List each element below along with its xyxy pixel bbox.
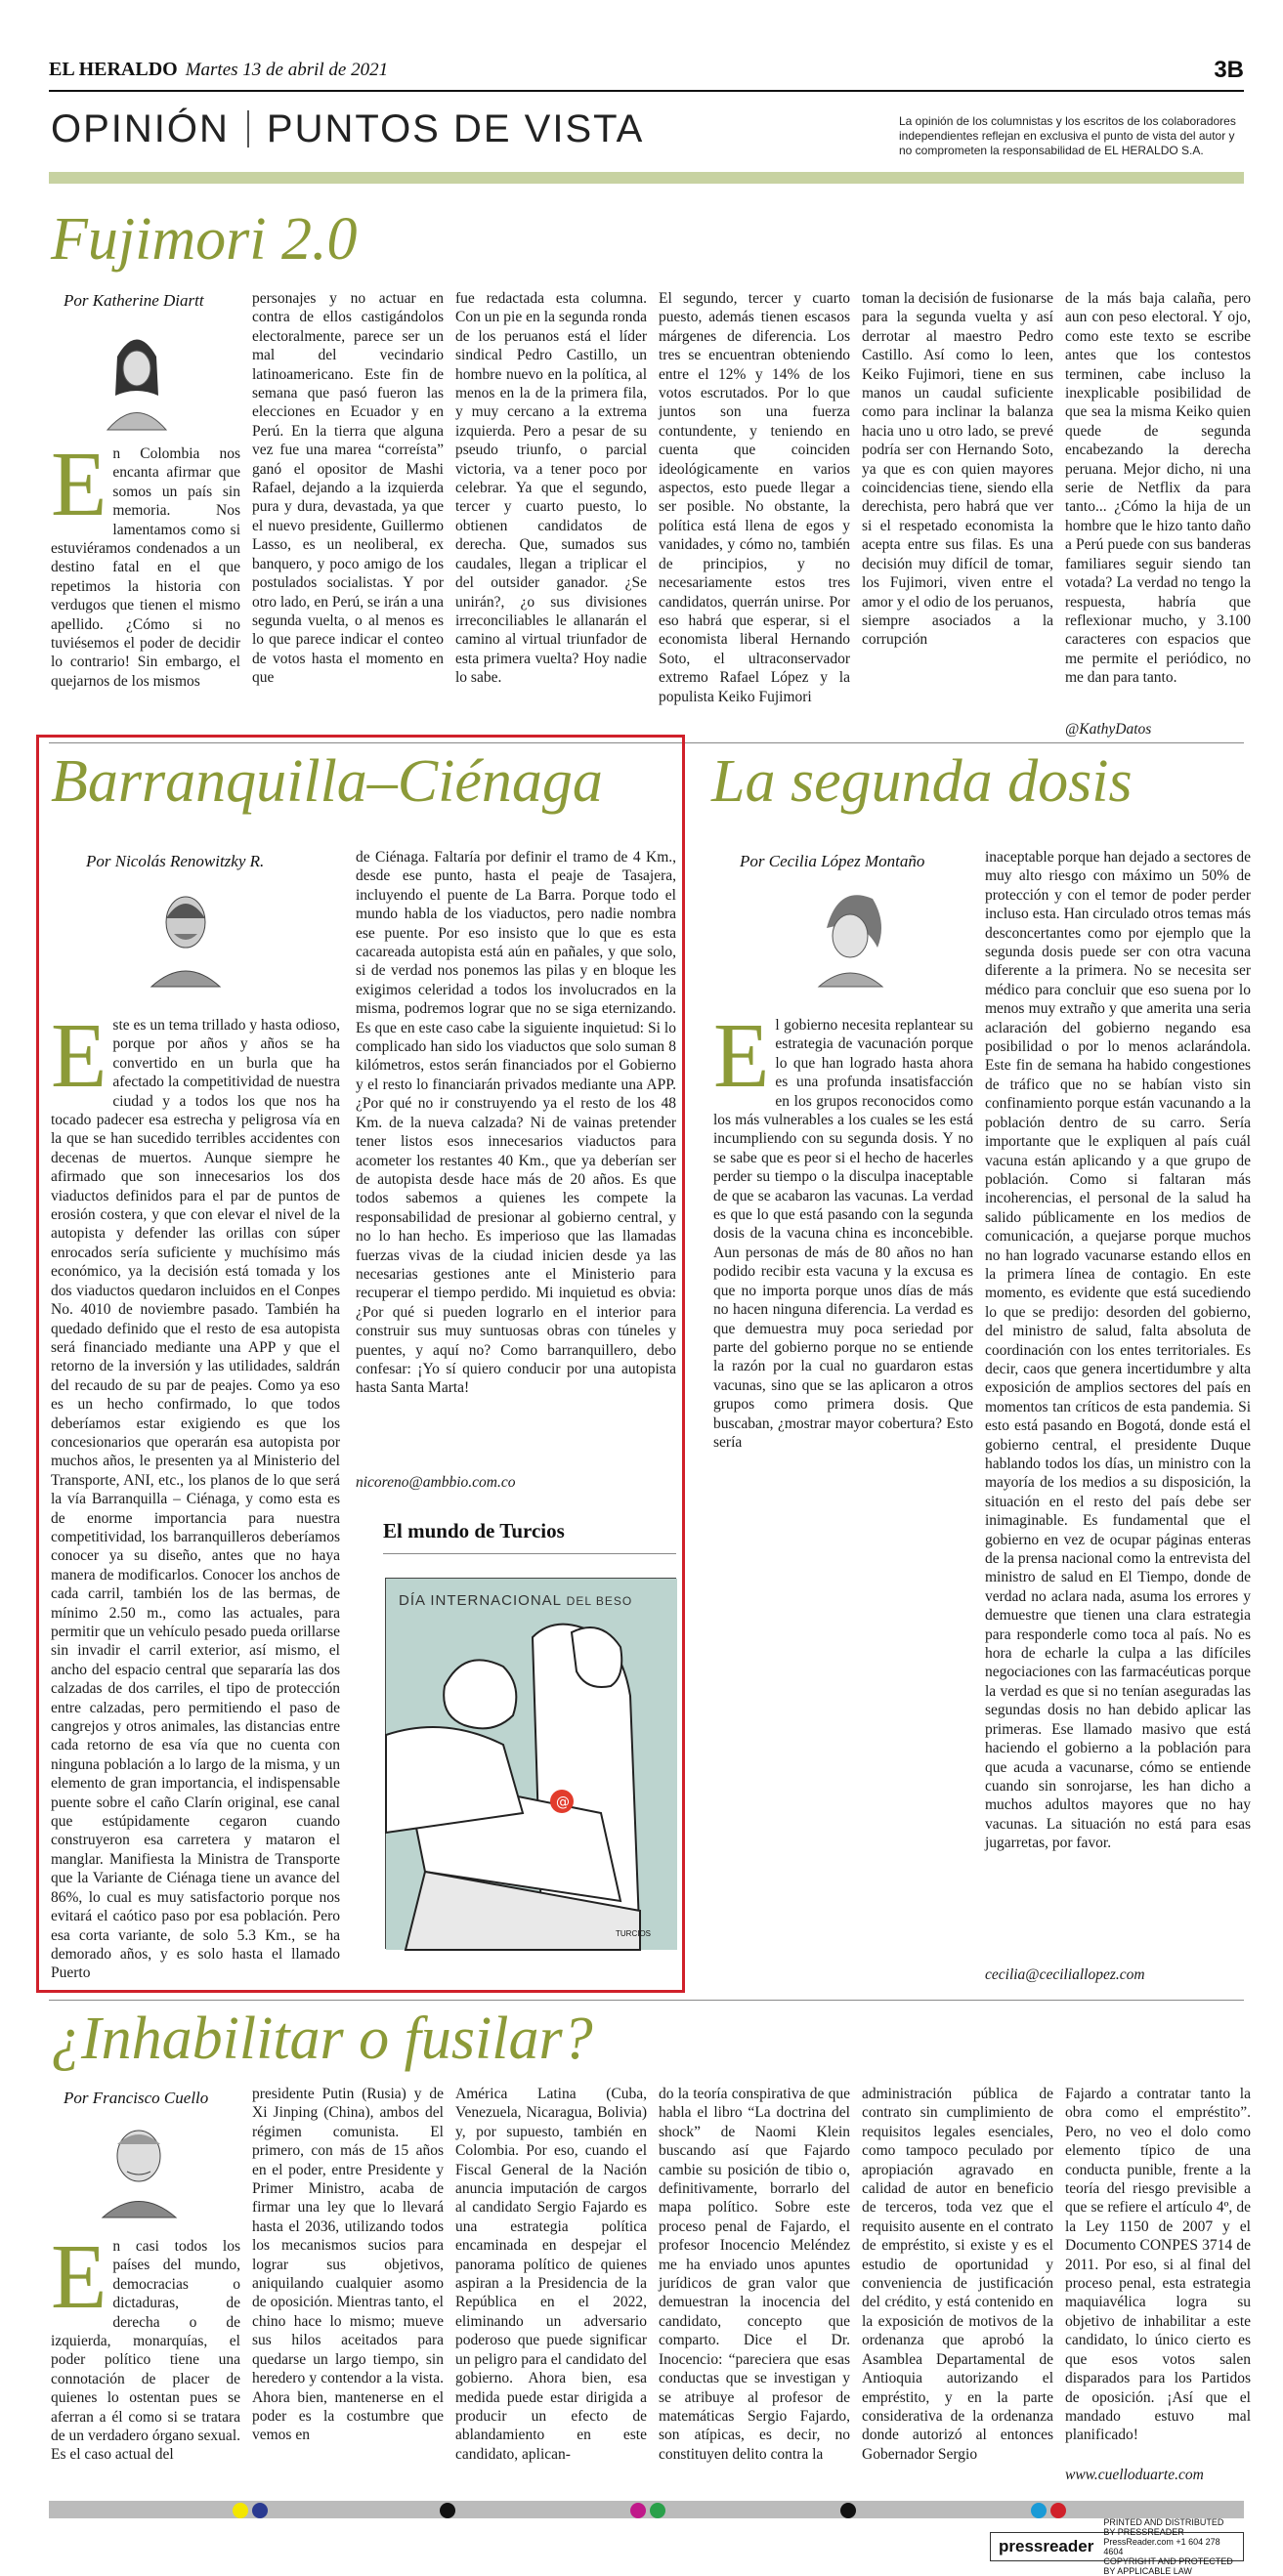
top-rule bbox=[49, 90, 1244, 92]
color-mark-black bbox=[840, 2503, 856, 2518]
section-left: OPINIÓN bbox=[51, 107, 230, 150]
signature-fujimori: @KathyDatos bbox=[1065, 721, 1152, 738]
cartoon-section-title: El mundo de Turcios bbox=[383, 1519, 565, 1542]
fujimori-col-5: toman la decisión de fusionarse para la segunda vuelta y así derrotar al maestro Pedro Castillo. Así como lo leen, Keiko Fujimori, tiene en sus manos un caudal suficiente como para inclinar la balanza hacia uno u otro lado, se prevé podría ser con Hernando Soto, ya que es con quien mayores coincidencias tiene, siendo ella derechista, pero habrá que ver si el respetado economista la acepta entre sus filas. Es una decisión muy difícil de tomar, los Fujimori, viven entre el amor y el odio de los peruanos, siempre asociados a la corrupción bbox=[862, 290, 1053, 649]
author-photo-cuello bbox=[98, 2115, 181, 2217]
article-title-segunda: La segunda dosis bbox=[711, 748, 1133, 815]
section-header bbox=[51, 107, 644, 151]
byline-inhabilitar: Por Francisco Cuello bbox=[64, 2089, 209, 2107]
signature-inhabilitar: www.cuelloduarte.com bbox=[1065, 2467, 1204, 2483]
section-bar bbox=[49, 172, 1244, 184]
fujimori-col-3: fue redactada esta columna. Con un pie en la segunda ronda de los peruanos está el líder sindical Pedro Castillo, un hombre nuevo en la política, al menos en la de la primera fila, y muy cercano a la extrema izquierda. Pero a pesar de su pseudo triunfo, o parcial victoria, va a tener poco por celebrar. Ya que el segundo, tercer y cuarto puesto, lo obtienen candidatos de derecha. Que, sumados sus caudales, llegan a triplicar el del outsider ganador. ¿Se unirán?, ¿o sus divisiones irreconciliables le allanarán el camino al virtual triunfador de esta primera vuelta? Hoy nadie lo sabe. bbox=[455, 290, 647, 687]
divider bbox=[49, 2000, 1244, 2001]
pressreader-info: PRINTED AND DISTRIBUTED BY PRESSREADER PressReader.com +1 604 278 4604 COPYRIGHT AND PROTECTED BY APPLICABLE LAW bbox=[1103, 2517, 1233, 2576]
drop-cap: E bbox=[713, 1005, 770, 1107]
color-mark-green bbox=[650, 2503, 665, 2518]
svg-text:@: @ bbox=[556, 1795, 570, 1810]
color-mark-cyan bbox=[1031, 2503, 1047, 2518]
byline-barranquilla: Por Nicolás Renowitzky R. bbox=[86, 852, 265, 870]
page-number: 3B bbox=[1214, 57, 1244, 83]
drop-cap: E bbox=[51, 2226, 107, 2328]
author-photo-lopez bbox=[809, 879, 892, 987]
inhabilitar-col-2: presidente Putin (Rusia) y de Xi Jinping (China), ambos del régimen comunista. El primero, con más de 15 años en el poder, entre Presidente y Primer Ministro, acaba de firmar una ley que lo llevará hasta el 2036, utilizando todos los mecanismos sucios para lograr sus objetivos, aniquilando cualquier asomo de oposición. Mientras tanto, el chino hace lo mismo; mueve sus hilos aceitados para quedarse un largo tiempo, sin heredero y contendor a la vista. Ahora bien, mantenerse en el poder es la costumbre que vemos en bbox=[252, 2086, 444, 2444]
inhabilitar-col-1: En casi todos los países del mundo, democracias o dictaduras, de derecha o de izquierda, monarquías, el poder político tiene una connotación de placer de quienes lo ostentan pues se aferran a él como si se tratara de un verdadero órgano sexual. Es el caso actual del bbox=[51, 2226, 240, 2464]
pressreader-badge[interactable] bbox=[990, 2517, 1244, 2576]
cartoon-rule bbox=[383, 1553, 676, 1554]
cartoon-drawing bbox=[386, 1579, 677, 1950]
pressreader-logo: pressreader bbox=[999, 2537, 1094, 2555]
color-mark-black bbox=[440, 2503, 455, 2518]
author-photo-renowitzky bbox=[147, 879, 225, 987]
issue-date: Martes 13 de abril de 2021 bbox=[185, 60, 389, 80]
color-mark-yellow bbox=[233, 2503, 248, 2518]
fujimori-col-1: En Colombia nos encanta afirmar que somos un país sin memoria. Nos lamentamos como si estuviéramos condenados a un destino fatal en el que repetimos la historia con verdugos que tienen el mismo apellido. ¿Cómo si no tuviésemos el poder de decidir lo contrario! Sin embargo, el quejarnos de los mismos bbox=[51, 434, 240, 690]
section-divider bbox=[247, 110, 249, 148]
cartoon-caption: DÍA INTERNACIONAL DEL BESO bbox=[399, 1592, 633, 1609]
fujimori-col-6: de la más baja calaña, pero aun con peso electoral. Y ojo, como este texto se escribe antes que los contestos terminen, cabe incluso la inexplicable posibilidad de que sea la misma Keiko quien quede de segunda encabezando la derecha peruana. Mejor dicho, ni una serie de Netflix da para tanto... ¿Cómo la hija de un hombre que le hizo tanto daño a Perú puede con sus banderas familiares seguir siendo tan votada? La verdad no tengo la respuesta, habría que reflexionar mucho, y 3.100 caracteres con espacios que me permite el periódico, no me dan para tanto. bbox=[1065, 290, 1251, 687]
cartoon-image bbox=[385, 1578, 676, 1949]
article-title-inhabilitar: ¿Inhabilitar o fusilar? bbox=[51, 2006, 593, 2072]
author-photo-diartt bbox=[98, 317, 176, 430]
paper-name: EL HERALDO bbox=[49, 59, 178, 80]
article-title-fujimori: Fujimori 2.0 bbox=[51, 206, 358, 273]
signature-segunda: cecilia@ceciliallopez.com bbox=[985, 1966, 1145, 1983]
inhabilitar-col-5: administración pública de contrato sin cumplimiento de requisitos legales esenciales, como tampoco peculado por apropiación agravado en calidad de autor en beneficio de terceros, toda vez que el requisito ausente en el contrato de empréstito, si existe y es el estudio de oportunidad y conveniencia de justificación del crédito, y está contenido en la exposición de motivos de la ordenanza que aprobó la Asamblea Departamental de Antioquia autorizando el empréstito, y en la parte considerativa de la ordenanza donde autorizó al entonces Gobernador Sergio bbox=[862, 2086, 1053, 2463]
color-mark-blue bbox=[252, 2503, 268, 2518]
fujimori-col-4: El segundo, tercer y cuarto puesto, además tienen escasos márgenes de diferencia. Los tres se encuentran obteniendo entre el 12% y 14% de los votos escrutados. Por lo que juntos son una fuerza contundente, y teniendo en cuenta que coinciden ideológicamente en varios aspectos, esto puede llegar a ser posible. No obstante, la política está llena de egos y vanidades, y cómo no, también de principios, y no necesariamente estos tres candidatos, querrán unirse. Por eso habrá que esperar, si el economista liberal Hernando Soto, el ultraconservador extremo Rafael López y la populista Keiko Fujimori bbox=[659, 290, 850, 705]
masthead bbox=[49, 59, 388, 81]
section-right: PUNTOS DE VISTA bbox=[266, 107, 645, 150]
drop-cap: E bbox=[51, 434, 107, 535]
segunda-col-2: inaceptable porque han dejado a sectores de muy alto riesgo con máximo un 50% de protección y con el temor de poder perder incluso esta. Han circulado otros temas más desconcertantes como por ejemplo que la segunda dosis puede ser con otra vacuna diferente a la primera. No se necesita ser médico para concluir que eso suena por lo menos muy extraño y que amerita una seria aclaración del gobierno negando esa posibilidad o por lo menos aclarándola. Este fin de semana ha habido congestiones de tráfico que no se habían visto sin confinamiento porque están vacunando a la población dentro de su carro. Sería importante que le expliquen al país cuál vacuna están aplicando y a que grupo de población. Como si faltaran más incoherencias, el personal de la salud ha salido públicamente en los medios de comunicación, a quejarse porque muchos no han logrado vacunarse estando ellos en la primera línea de contagio. En este momento, es evidente que está sucediendo lo que se predijo: desorden del gobierno, del ministro de salud, falta absoluta de coordinación con los entes territoriales. Es decir, caos que genera incertidumbre y alta exposición de amplios sectores del país en momentos tan críticos de esta pandemia. Si esto está pasando en Bogotá, donde está el gobierno central, el presidente Duque hablando todos los días, un ministro con la mayoría de los medios a su disposición, la situación en el resto del país debe ser inimaginable. Es fundamental que el gobierno en vez de ocupar páginas enteras de la prensa nacional como la entrevista del ministro de salud en El Tiempo, donde de verdad no aclara nada, asuma los errores y demuestre que tienen una clara estrategia para responderle como toca al país. No es hora de echarle la culpa a las difíciles negociaciones con las farmacéuticas porque la verdad es que si no tenían aseguradas las segundas dosis no han debido aplicar las primeras. Ese llamado masivo que está haciendo el gobierno a la población para que acuda a vacunarse, cómo se entiende cuando sin sonrojarse, les han dicho a muchos adultos mayores que no hay vacunas. La situación no está para esas jugarretas, por favor. bbox=[985, 849, 1251, 1852]
color-mark-magenta bbox=[630, 2503, 646, 2518]
drop-cap: E bbox=[51, 1005, 107, 1107]
disclaimer: La opinión de los columnistas y los escritos de los colaboradores independientes reflejan en exclusiva el punto de vista del autor y no comprometen la responsabilidad de EL HERALDO S.A. bbox=[899, 114, 1236, 157]
inhabilitar-col-4: do la teoría conspirativa de que habla el libro “La doctrina del shock” de Naomi Klein buscando así que Fajardo cambie su posición de tibio o, definitivamente, borrarlo del mapa político. Sobre este proceso penal de Fajardo, el profesor Inocencio Meléndez me ha enviado unos apuntes jurídicos de gran valor que demuestran la inocencia del candidato, concepto que comparto. Dice el Dr. Inocencio: “pareciera que esas conductas que se investigan y se atribuye al profesor de matemáticas Sergio Fajardo, son atípicas, es decir, no constituyen delito contra la bbox=[659, 2086, 850, 2463]
byline-fujimori: Por Katherine Diartt bbox=[64, 291, 204, 310]
inhabilitar-col-3: América Latina (Cuba, Venezuela, Nicaragua, Bolivia) y, por supuesto, también en Colombia. Por eso, cuando el Fiscal General de la Nación anuncia imputación de cargos al candidato Sergio Fajardo es una estrategia política encaminada en despejar el panorama político de quienes aspiran a la Presidencia de la República en el 2022, eliminando un adversario poderoso que puede significar un peligro para el candidato del gobierno. Ahora bien, esa medida puede estar dirigida a producir un efecto de ablandamiento en este candidato, aplican- bbox=[455, 2086, 647, 2463]
inhabilitar-col-6: Fajardo a contratar tanto la obra como el empréstito”. Pero, no veo el dolo como elemento típico de una conducta punible, frente a la teoría del riesgo previsible a que se refiere el artículo 4º, de la Ley 1150 de 2007 y el Documento CONPES 3714 de 2011. Por eso, si al final del proceso penal, esta estrategia maquiavélica logra su objetivo de inhabilitar a este candidato, lo único cierto es que esos votos salen disparados para los Partidos de oposición. ¡Así que el mandado estuvo mal planificado! bbox=[1065, 2086, 1251, 2444]
barranquilla-col-1: Este es un tema trillado y hasta odioso, porque por años y años se ha convertido en un burla que ha afectado la competitividad de nuestra ciudad y a todos los que nos ha tocado padecer esa estrecha y peligrosa vía en la que se han sucedido terribles accidentes con decenas de muertos. Aunque siempre he afirmado que son innecesarios los dos viaductos definidos para el par de puntos de erosión costera, y que con elevar el nivel de la autopista y defender las orillas con súper enrocados sería suficiente y muchísimo más económico, ya la decisión está tomada y los dos viaductos quedaron incluidos en el Conpes No. 4010 de noviembre pasado. También ha quedado definido que el resto de esa autopista será financiado mediante una APP y que el retorno de la inversión y las utilidades, saldrán del recaudo de su par de peajes. Como ya eso es un hecho confirmado, lo que todos deberíamos estar exigiendo es que los concesionarios que operarán esa autopista por muchos años, le presenten ya al Ministerio del Transporte, ANI, etc., los planos de lo que será la vía Barranquilla – Ciénaga, y como esta es de enorme importancia para nuestra competitividad, los barranquilleros deberíamos conocer ya su diseño, antes que no haya manera de modificarlos. Conocer los anchos de cada carril, también los de las bermas, de mínimo 2.50 m., como las actuales, para permitir que un vehículo pesado pueda orillarse sin invadir el carril exterior, así mismo, el ancho del espacio central que separaría las dos calzadas de dos carriles, el tipo de protección entre calzadas, pero permitiendo el paso de cangrejos y otros animales, las distancias entre cada retorno de esa vía que no cuenta con ninguna población a lo largo de la misma, y un elemento de gran importancia, el indispensable puente sobre el caño Clarín original, ese canal que estúpidamente cegaron cuando construyeron esa carretera y mataron el manglar. Manifiesta la Ministra de Transporte que la Variante de Ciénaga tiene un avance del 86%, lo cual es muy satisfactorio porque nos evitará el caótico paso por esa población. Pero esa corta variante, de solo 5.3 Km., se ha demorado años, y es solo hasta el llamado Puerto bbox=[51, 1005, 340, 1982]
color-mark-red bbox=[1050, 2503, 1066, 2518]
signature-barranquilla: nicoreno@ambbio.com.co bbox=[356, 1474, 516, 1491]
fujimori-col-2: personajes y no actuar en contra de ellos castigándolos electoralmente, parece ser un mal del vecindario latinoamericano. Este fin de semana que pasó fueron las elecciones en Ecuador y en Perú. En la tierra que alguna vez fue una marea “correísta” ganó el opositor de Mashi Rafael, dejando a la izquierda pura y dura, devastada, ya que el nuevo presidente, Guillermo Lasso, es un neoliberal, ex banquero, y poco amigo de los postulados socialistas. Y por otro lado, en Perú, se irán a una segunda vuelta, o al menos es lo que parece indicar el conteo de votos hasta el momento en que bbox=[252, 290, 444, 687]
article-title-barranquilla: Barranquilla–Ciénaga bbox=[51, 748, 603, 815]
barranquilla-col-2: de Ciénaga. Faltaría por definir el tramo de 4 Km., desde ese punto, hasta el peaje de Tasajera, incluyendo el puente de La Barra. Porque todo el mundo habla de los viaductos, pero nadie nombra ese puente. Por eso insisto que lo que es esta cacareada autopista está aún en pañales, y que solo, si de verdad nos ponemos las pilas y en bloque les exigimos celeridad a todos los involucrados en la misma, podremos lograr que no se siga eternizando. Es que en este caso cabe la siguiente inquietud: Si lo complicado han sido los viaductos que solo suman 8 kilómetros, estos serán financiados por el Gobierno y el resto lo financiarán privados mediante una APP. ¿Por qué no ir construyendo ya el resto de los 48 Km. de la nueva calzada? Ni de vainas pretender tener listos esos innecesarios viaductos para acometer los restantes 40 Km., que ya deberían ser de autopista desde hace más de 20 años. Es que todos sabemos a quienes les compete la responsabilidad de presionar al gobierno central, y no lo han hecho. Es imperioso que las llamadas fuerzas vivas de la ciudad inicien desde ya las necesarias gestiones ante el Ministerio para recuperar el tiempo perdido. Mi inquietud es obvia: ¿Por qué si pueden lograrlo en el interior para construir sus muy suntuosas obras con túneles y puentes, y aquí no? Como barranquillero, debo confesar: ¡Yo sí quiero conducir por una autopista hasta Santa Marta! bbox=[356, 849, 676, 1397]
segunda-col-1: El gobierno necesita replantear su estrategia de vacunación porque lo que han logrado hasta ahora es una profunda insatisfacción en los grupos reconocidos como los más vulnerables a los cuales se les está incumpliendo con su segunda dosis. Y no se sabe que es peor si el hecho de hacerles perder su tiempo o la disculpa inaceptable de que se acabaron las vacunas. La verdad es que lo que está pasando con la segunda dosis de la vacuna china es inconcebible. Aun personas de más de 80 años no han podido recibir esta vacuna y la excusa es que no importa porque unos días de más no hacen ninguna diferencia. La verdad es que demuestra muy poca seriedad por parte del gobierno porque no se entiende la razón por la cual no guardaron estas vacunas, sino que se las aplicaron a otros grupos como primera dosis. Que buscaban, ¿mostrar mayor cobertura? Esto sería bbox=[713, 1005, 973, 1451]
cartoon-signature: TURCIOS bbox=[616, 1929, 651, 1938]
byline-segunda: Por Cecilia López Montaño bbox=[740, 852, 925, 870]
